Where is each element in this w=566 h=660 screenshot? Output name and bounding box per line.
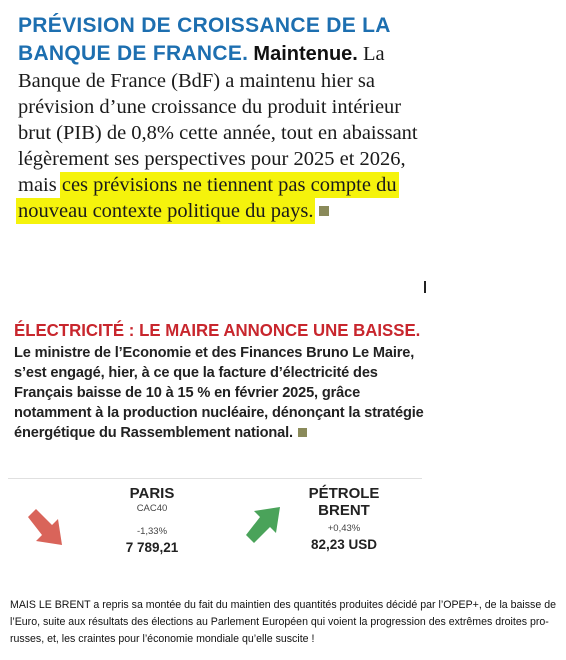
market-brent — [284, 485, 404, 553]
article-bdf — [18, 12, 418, 224]
article-electricite-headline: ÉLECTRICITÉ : LE MAIRE ANNONCE UNE BAISSE. — [14, 320, 421, 340]
market-paris-index: CAC40 — [136, 503, 168, 514]
article-bdf-highlight: ces prévisions ne tiennent pas compte du nouveau contexte politique du pays. — [18, 174, 397, 222]
article-bdf-headline: PRÉVISION DE CROISSANCE DE LA BANQUE DE FRANCE. — [18, 14, 390, 65]
end-square-icon — [298, 428, 307, 437]
article-electricite-text — [14, 343, 424, 443]
article-bdf-text — [18, 12, 418, 224]
caption-text: MAIS LE BRENT a repris sa montée du fait du maintien des quantités produites décidé par l’OPEP+, de la baisse de l’Euro, suite aux résultats des élections au Parlement Européen qui voient la progression des extrêmes droites pro-russes, et, les craintes pour l’économie mondiale qu’elle suscite ! — [10, 599, 556, 645]
article-bdf-lead: Maintenue. — [253, 43, 358, 65]
market-brent-name: PÉTROLE BRENT — [308, 485, 380, 519]
market-brent-change: +0,43% — [327, 523, 361, 534]
up-arrow-icon — [240, 503, 286, 549]
article-electricite-body: Le ministre de l’Economie et des Finances Bruno Le Maire, s’est engagé, hier, à ce que la facture d’électricité des Français baisse de 10 à 15 % en février 2025, grâce notamment à la production nucléaire, dénonçant la stratégie énergétique du Rassemblement national. — [14, 345, 424, 441]
market-brent-value: 82,23 USD — [310, 537, 378, 552]
article-bdf-body: La Banque de France (BdF) a maintenu hier sa prévision d’une croissance du produit intérieur brut (PIB) de 0,8% cette année, tout en abaissant légèrement ses perspectives pour 2025 et 2026, mais — [18, 43, 418, 196]
article-electricite — [14, 319, 424, 443]
end-square-icon — [319, 206, 329, 216]
market-paris-change: -1,33% — [136, 526, 168, 537]
market-paris — [92, 485, 212, 556]
market-paris-value: 7 789,21 — [125, 540, 179, 555]
text-cursor-icon — [424, 281, 426, 293]
down-arrow-icon — [22, 505, 68, 551]
market-panel — [8, 478, 422, 563]
market-paris-name: PARIS — [129, 485, 175, 502]
